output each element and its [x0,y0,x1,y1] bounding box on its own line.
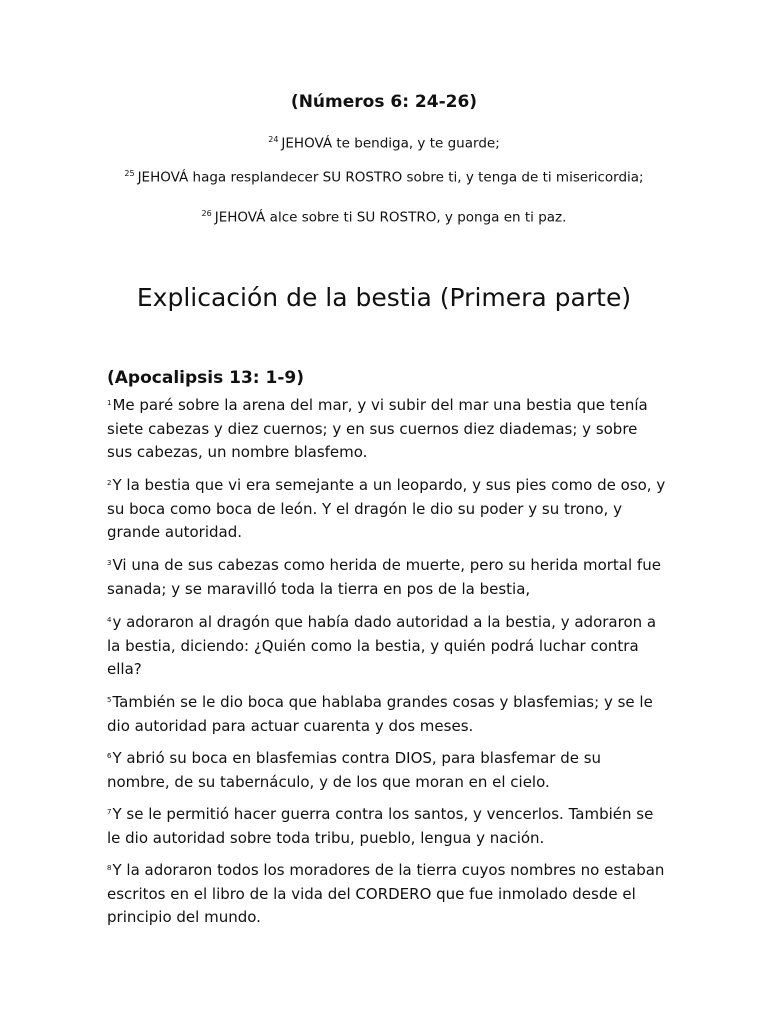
blessing-reference: (Números 6: 24-26) [290,92,478,112]
verse-1 [107,392,667,465]
verse-2 [107,472,667,545]
verse-text: Vi una de sus cabezas como herida de muerte, pero su herida mortal fue sanada; y se maravilló toda la tierra en pos de la bestia, [107,556,661,598]
verse-text: Y la bestia que vi era semejante a un leopardo, y sus pies como de oso, y su boca como boca de león. Y el dragón le dio su poder y su trono, y grande autoridad. [107,476,666,541]
verse-number: 7 [107,808,112,816]
verse-number: 25 [124,169,135,178]
verse-number: 1 [107,399,112,407]
verse-text: Y abrió su boca en blasfemias contra DIOS, para blasfemar de su nombre, de su tabernáculo, y de los que moran en el cielo. [107,749,602,791]
verse-3 [107,552,667,601]
verse-text: Y se le permitió hacer guerra contra los santos, y vencerlos. También se le dio autoridad sobre toda tribu, pueblo, lengua y nación. [107,805,654,847]
verse-4 [107,609,667,682]
verse-text: JEHOVÁ te bendiga, y te guarde; [281,135,500,152]
verse-text: JEHOVÁ haga resplandecer SU ROSTRO sobre ti, y tenga de ti misericordia; [137,169,644,186]
verse-number: 6 [107,752,112,760]
section-reference: (Apocalipsis 13: 1-9) [107,368,304,388]
verse-number: 4 [107,616,112,624]
verse-6 [107,745,667,794]
verse-number: 26 [201,209,212,218]
verse-number: 2 [107,479,112,487]
verse-number: 8 [107,864,112,872]
verse-number: 3 [107,559,112,567]
blessing-verse-25 [0,169,768,186]
verse-text: JEHOVÁ alce sobre ti SU ROSTRO, y ponga en ti paz. [214,209,567,226]
blessing-verse-26 [0,209,768,226]
blessing-verse-24 [0,135,768,152]
verse-8 [107,857,667,930]
verse-number: 24 [268,135,279,144]
verse-5 [107,689,667,738]
section-title: Explicación de la bestia (Primera parte) [136,283,632,312]
verse-number: 5 [107,696,112,704]
verse-7 [107,801,667,850]
verse-text: Y la adoraron todos los moradores de la tierra cuyos nombres no estaban escritos en el libro de la vida del CORDERO que fue inmolado desde el principio del mundo. [107,861,665,926]
verse-text: También se le dio boca que hablaba grandes cosas y blasfemias; y se le dio autoridad para actuar cuarenta y dos meses. [107,693,653,735]
verse-text: Me paré sobre la arena del mar, y vi subir del mar una bestia que tenía siete cabezas y diez cuernos; y en sus cuernos diez diademas; y sobre sus cabezas, un nombre blasfemo. [107,396,648,461]
verse-text: y adoraron al dragón que había dado autoridad a la bestia, y adoraron a la bestia, diciendo: ¿Quién como la bestia, y quién podrá luchar contra ella? [107,613,657,678]
